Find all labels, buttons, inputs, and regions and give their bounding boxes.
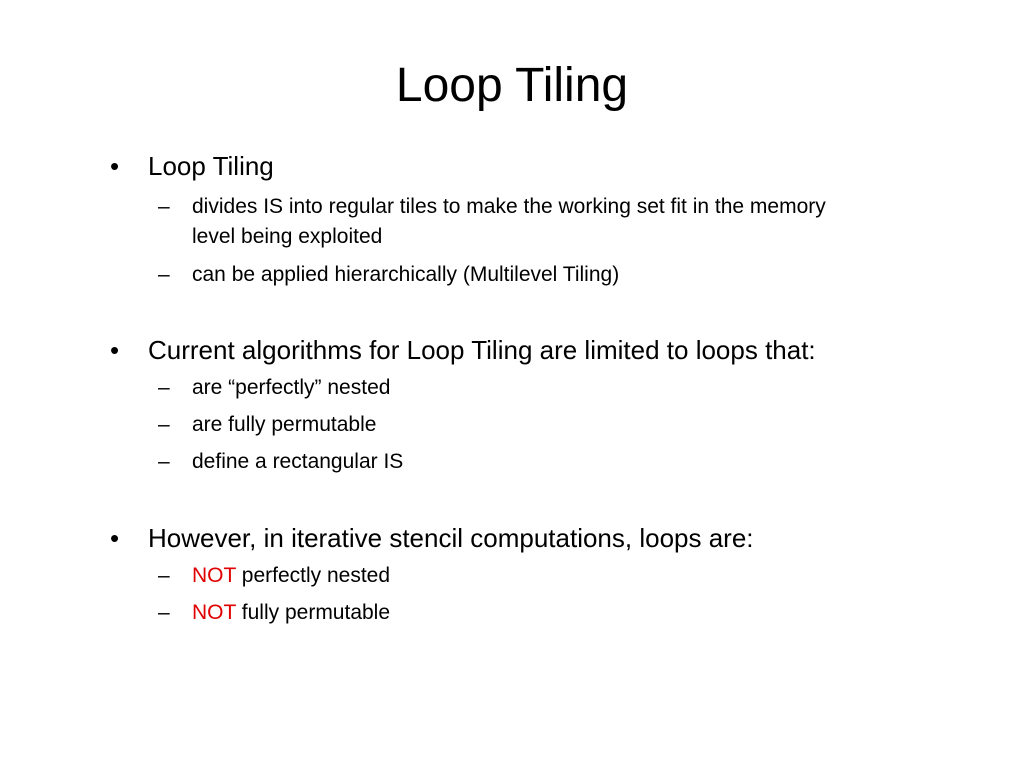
dash-icon: – bbox=[158, 450, 170, 473]
sub-bullet-text: divides IS into regular tiles to make the working set fit in the memory bbox=[192, 195, 826, 218]
sub-bullet-text: level being exploited bbox=[192, 225, 383, 248]
sub-bullet-text: are fully permutable bbox=[192, 413, 377, 436]
emphasis-not: NOT bbox=[192, 564, 236, 587]
sub-bullet-rest: fully permutable bbox=[235, 601, 391, 624]
dash-icon: – bbox=[158, 195, 170, 218]
dash-icon: – bbox=[158, 413, 170, 436]
bullet-text: Loop Tiling bbox=[148, 151, 274, 181]
bullet-dot-icon: • bbox=[110, 151, 120, 181]
dash-icon: – bbox=[158, 376, 170, 399]
sub-bullet-text: are “perfectly” nested bbox=[192, 376, 391, 399]
sub-bullet-text: can be applied hierarchically (Multilevel Tiling) bbox=[192, 263, 620, 286]
bullet-dot-icon: • bbox=[110, 335, 120, 365]
sub-bullet-rest: perfectly nested bbox=[235, 564, 391, 587]
sub-bullet-text bbox=[192, 598, 390, 628]
bullet-text: However, in iterative stencil computations, loops are: bbox=[148, 523, 754, 553]
bullet-dot-icon: • bbox=[110, 523, 120, 553]
dash-icon: – bbox=[158, 564, 170, 587]
sub-bullet-text: define a rectangular IS bbox=[192, 450, 404, 473]
emphasis-not: NOT bbox=[192, 601, 236, 624]
sub-bullet-text bbox=[192, 561, 390, 591]
dash-icon: – bbox=[158, 601, 170, 624]
bullet-text: Current algorithms for Loop Tiling are limited to loops that: bbox=[148, 335, 816, 365]
dash-icon: – bbox=[158, 263, 170, 286]
slide-title: Loop Tiling bbox=[395, 59, 629, 112]
